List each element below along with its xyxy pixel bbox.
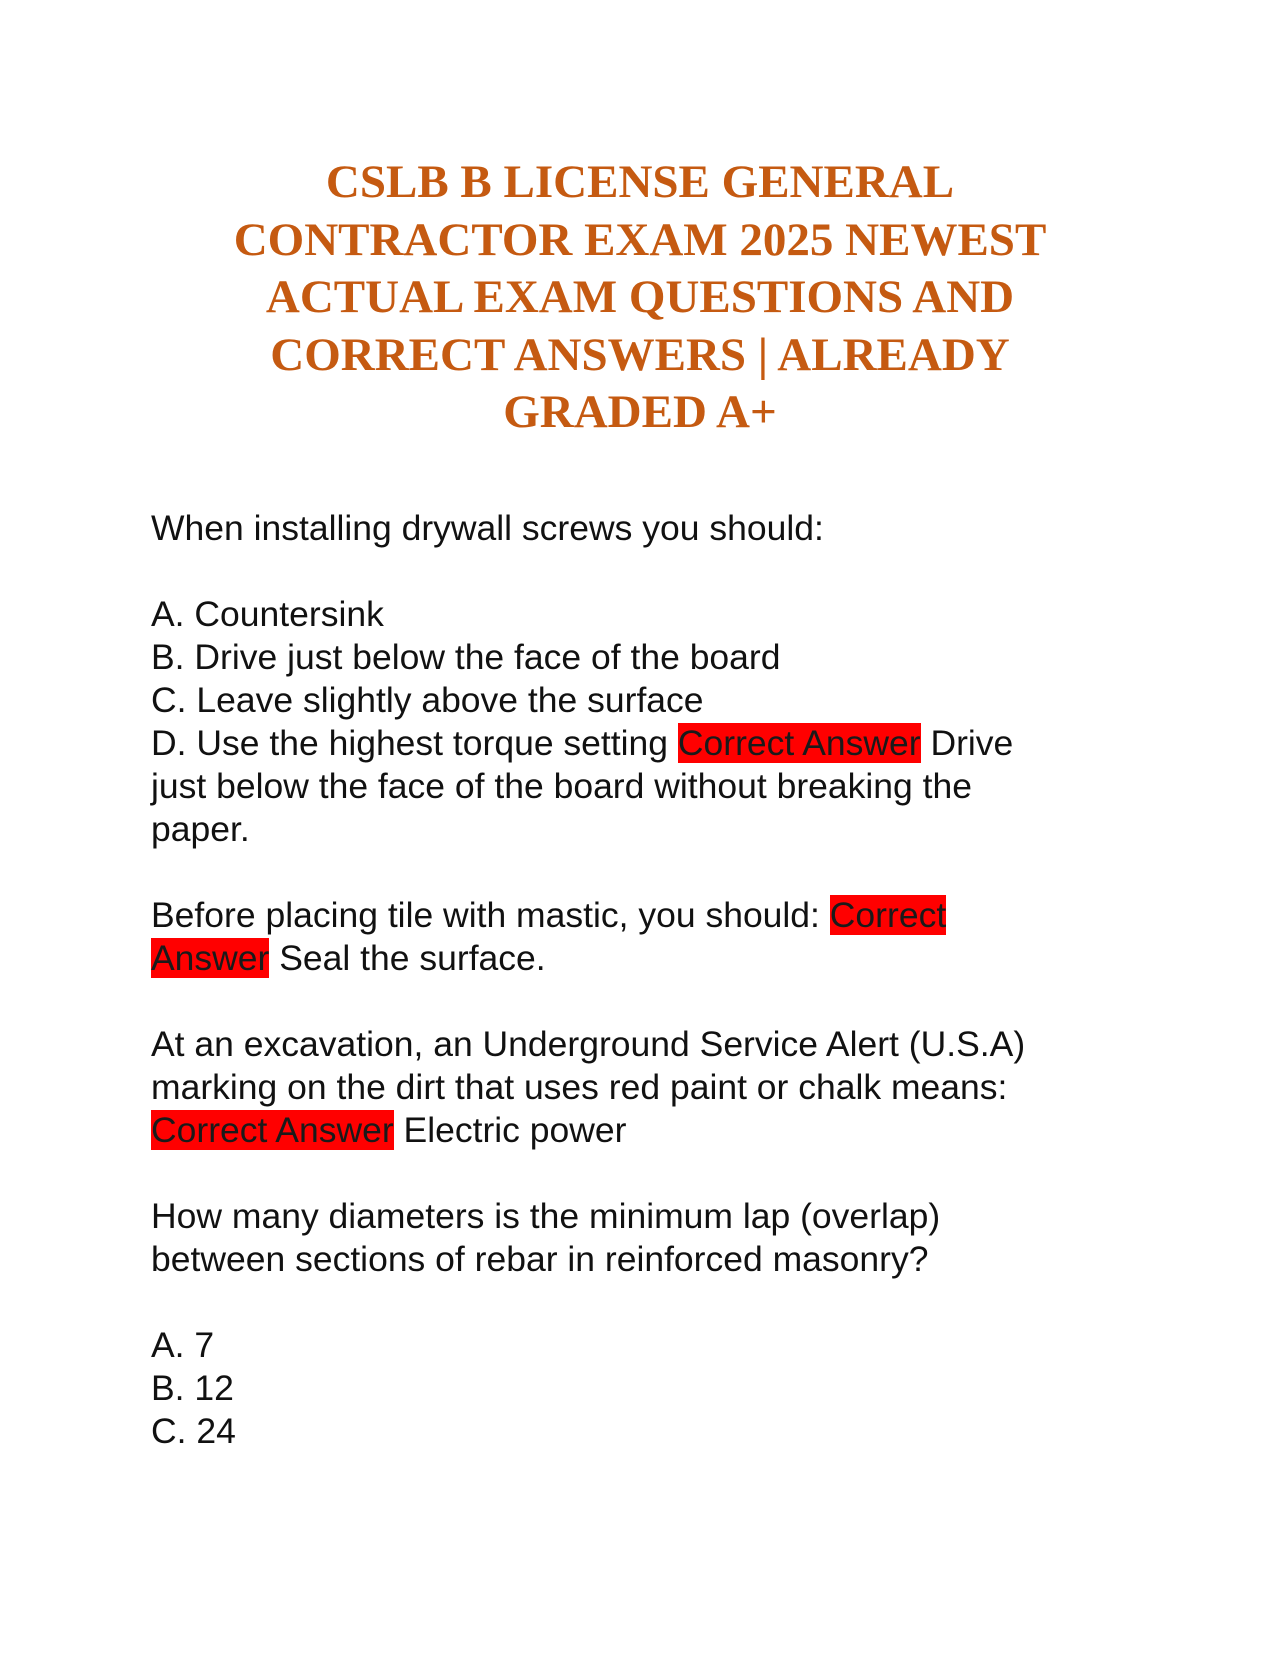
question-1-option-d: D. Use the highest torque setting [151, 723, 669, 763]
spacer [151, 851, 1111, 894]
correct-answer-tag-part-1: Correct [829, 895, 947, 935]
question-2-line-1 [151, 894, 1111, 937]
question-2-line-2 [151, 937, 1111, 980]
title-line-2: CONTRACTOR EXAM 2025 NEWEST [233, 213, 1047, 266]
question-3-answer: Electric power [403, 1110, 627, 1150]
correct-answer-tag: Correct Answer [151, 1110, 394, 1150]
question-4-prompt-line-2: between sections of rebar in reinforced masonry? [151, 1239, 929, 1279]
document-body [151, 507, 1111, 1453]
spacer [151, 1152, 1111, 1195]
question-1-answer-end: paper. [151, 809, 250, 849]
document-title [150, 154, 1130, 442]
question-1-option-c: C. Leave slightly above the surface [151, 680, 704, 720]
question-1-option-d-line [151, 722, 1111, 765]
question-2-prompt: Before placing tile with mastic, you should: [151, 895, 820, 935]
title-line-4: CORRECT ANSWERS | ALREADY [270, 328, 1010, 381]
question-1-prompt: When installing drywall screws you should: [151, 508, 824, 548]
spacer [151, 1281, 1111, 1324]
question-3 [151, 1023, 1111, 1152]
title-line-1: CSLB B LICENSE GENERAL [325, 156, 955, 208]
question-4 [151, 1195, 1111, 1453]
question-1 [151, 507, 1111, 851]
question-4-option-b: B. 12 [151, 1368, 234, 1408]
question-4-prompt-line-1: How many diameters is the minimum lap (overlap) [151, 1196, 941, 1236]
correct-answer-tag-part-2: Answer [151, 938, 270, 978]
spacer [151, 980, 1111, 1023]
question-3-answer-line [151, 1109, 1111, 1152]
question-4-option-a: A. 7 [151, 1325, 215, 1365]
question-4-option-c: C. 24 [151, 1411, 236, 1451]
question-1-option-b: B. Drive just below the face of the board [151, 637, 781, 677]
question-2 [151, 894, 1111, 980]
question-1-answer-cont: just below the face of the board without breaking the [151, 766, 972, 806]
question-1-option-a: A. Countersink [151, 594, 384, 634]
title-line-5: GRADED A+ [503, 386, 777, 438]
question-1-answer-start: Drive [930, 723, 1014, 763]
question-3-prompt-line-2: marking on the dirt that uses red paint or chalk means: [151, 1067, 1008, 1107]
correct-answer-tag: Correct Answer [677, 723, 921, 763]
spacer [151, 550, 1111, 593]
question-2-answer: Seal the surface. [279, 938, 546, 978]
title-line-3: ACTUAL EXAM QUESTIONS AND [265, 271, 1015, 323]
question-3-prompt-line-1: At an excavation, an Underground Service Alert (U.S.A) [151, 1024, 1026, 1064]
